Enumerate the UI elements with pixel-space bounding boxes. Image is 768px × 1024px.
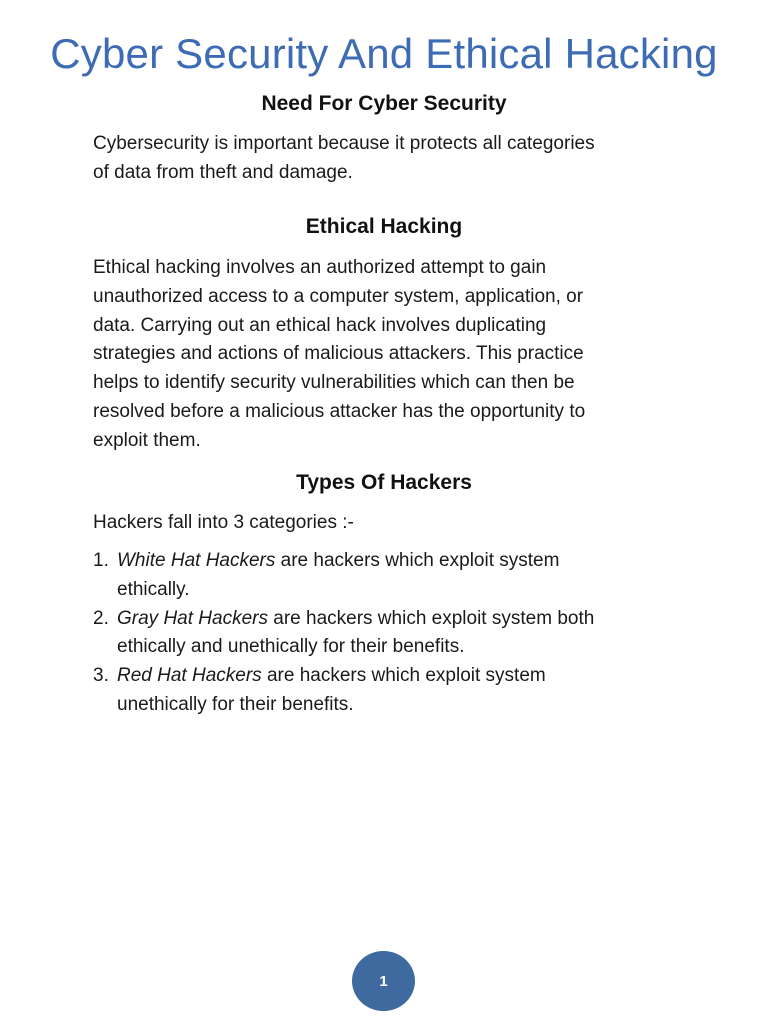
list-description: are hackers which exploit system both xyxy=(267,607,595,629)
paragraph-line: resolved before a malicious attacker has the opportunity to xyxy=(93,400,586,422)
list-item-line xyxy=(117,662,693,691)
paragraph-line: exploit them. xyxy=(93,429,201,451)
list-description: are hackers which exploit system xyxy=(275,550,560,571)
paragraph-line: Ethical hacking involves an authorized attempt to gain xyxy=(93,257,547,278)
section-heading-types-of-hackers: Types Of Hackers xyxy=(296,471,472,494)
paragraph-line: helps to identify security vulnerabilities which can then be xyxy=(93,372,575,394)
paragraph-ethical-hacking xyxy=(93,254,683,456)
list-item-line: ethically and unethically for their benefits. xyxy=(117,636,465,658)
list-item xyxy=(93,662,693,720)
list-item-line xyxy=(117,547,693,576)
paragraph-line: strategies and actions of malicious attackers. This practice xyxy=(93,343,584,365)
list-number: 2. xyxy=(93,607,109,629)
list-item xyxy=(93,605,693,663)
paragraph-need-for-cyber-security xyxy=(93,130,683,188)
list-number: 3. xyxy=(93,665,109,687)
paragraph-line: of data from theft and damage. xyxy=(93,161,353,183)
section-heading-need-for-cyber-security: Need For Cyber Security xyxy=(261,92,507,115)
page-number-badge xyxy=(352,951,415,1011)
list-item-line: ethically. xyxy=(117,578,190,600)
list-item xyxy=(93,547,693,605)
types-intro: Hackers fall into 3 categories :- xyxy=(93,512,354,533)
list-number: 1. xyxy=(93,550,109,571)
list-term: Gray Hat Hackers xyxy=(117,607,268,629)
section-heading-ethical-hacking: Ethical Hacking xyxy=(305,215,463,238)
paragraph-line: Cybersecurity is important because it protects all categories xyxy=(93,133,595,154)
document-title: Cyber Security And Ethical Hacking xyxy=(50,30,718,77)
paragraph-line: data. Carrying out an ethical hack involves duplicating xyxy=(93,314,547,336)
list-term: Red Hat Hackers xyxy=(117,665,262,687)
paragraph-line: unauthorized access to a computer system, application, or xyxy=(93,285,584,307)
list-term: White Hat Hackers xyxy=(117,550,276,571)
list-item-line: unethically for their benefits. xyxy=(117,693,354,715)
list-item-line xyxy=(117,605,693,634)
hacker-types-list xyxy=(93,547,693,720)
list-description: are hackers which exploit system xyxy=(261,665,546,687)
page-number: 1 xyxy=(379,972,388,990)
